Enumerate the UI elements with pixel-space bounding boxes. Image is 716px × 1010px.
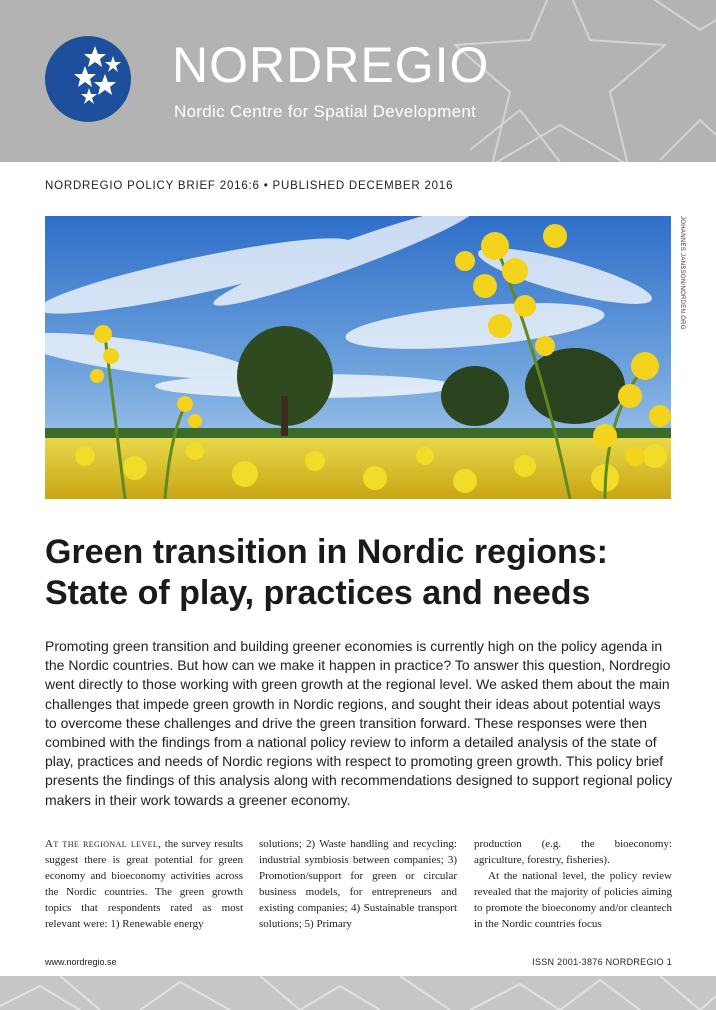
column-lead-in: At the regional level,: [45, 838, 162, 850]
nordregio-logo-icon: [45, 36, 131, 122]
brand-name: NORDREGIO: [172, 37, 490, 93]
column-1-text: the survey results suggest there is great potential for green economy and bioeconomy activities across the Nordic countries. The green growth topics that respondents rated as most relevant were: 1) Renewable energy: [45, 838, 243, 930]
footer-star-decoration: [0, 976, 716, 1010]
header-band: [0, 0, 716, 162]
lead-paragraph: Promoting green transition and building greener economies is currently high on the policy agenda in the Nordic countries. But how can we make it happen in practice? To answer this question, Nordregio went directly to those working with green growth at the regional level. We asked them about the main challenges that impede green growth in Nordic regions, and sought their ideas about potential ways to overcome these challenges and drive the green transition forward. These responses were then combined with the findings from a national policy review to inform a detailed analysis of the state of play, practices and needs of Nordic regions with respect to promoting green growth. This policy brief presents the findings of this analysis along with recommendations designed to support regional policy makers in their work towards a greener economy.: [45, 638, 673, 808]
title-line-1: Green transition in Nordic regions:: [45, 533, 608, 571]
page-title: [45, 532, 685, 614]
rapeseed-field-image: [45, 216, 671, 499]
footer-website: www.nordregio.se: [45, 957, 117, 967]
footer-band: [0, 976, 716, 1010]
body-column-2: [259, 836, 457, 932]
body-column-1: [45, 836, 243, 932]
title-line-2: State of play, practices and needs: [45, 574, 591, 612]
photo-credit: JOHANNES JANSSON/NORDEN.ORG: [679, 216, 685, 330]
cover-photo: [45, 216, 671, 499]
policy-brief-line: NORDREGIO POLICY BRIEF 2016:6 • PUBLISHED DECEMBER 2016: [45, 180, 454, 192]
column-3-paragraph-2: At the national level, the policy review revealed that the majority of policies aiming to promote the bioeconomy and/or cleantech in the Nordic countries focus: [474, 870, 672, 930]
column-3-paragraph-1: production (e.g. the bioeconomy: agriculture, forestry, fisheries).: [474, 838, 672, 866]
brand-subtitle: Nordic Centre for Spatial Development: [174, 102, 477, 121]
footer-issn-page: ISSN 2001-3876 NORDREGIO 1: [532, 957, 672, 967]
column-2-text: solutions; 2) Waste handling and recycling: industrial symbiosis between companies; 3) Promotion/support for green or circular business models, for entrepreneurs and existing companies; 4) Sustainable transport solutions; 5) Primary: [259, 838, 457, 930]
body-column-3: [474, 836, 672, 932]
